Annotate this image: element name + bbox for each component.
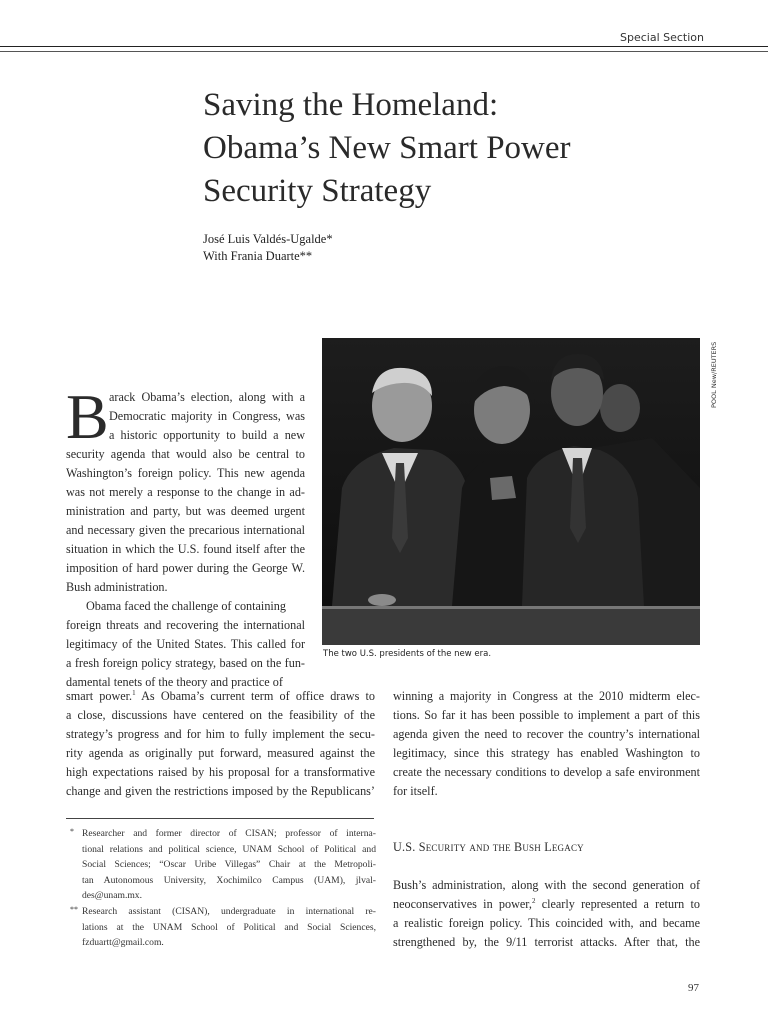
text-line: Bush’s administration, along with the second generation of — [393, 878, 700, 892]
drop-cap: B — [66, 381, 109, 452]
footnote-line: Social Sciences; “Oscar Uribe Villegas” Chair at the Metropoli- — [82, 859, 376, 871]
text-line: agenda given the need to recover the country’s international — [393, 727, 700, 741]
text-line: a historic opportunity to build a new — [109, 428, 305, 442]
footnote — [66, 904, 376, 951]
header-rule — [0, 46, 768, 47]
text-line: a close, discussions have centered on the feasibility of the — [66, 708, 375, 722]
text-line: Democratic majority in Congress, was — [109, 409, 305, 423]
footnote-line: des@unam.mx. — [82, 890, 142, 902]
text-run: smart power. — [66, 689, 133, 703]
text-line: Washington’s foreign policy. This new agenda — [66, 466, 305, 480]
photo-caption: The two U.S. presidents of the new era. — [323, 649, 492, 659]
header-rule-thin — [0, 51, 768, 52]
text-run: As Obama’s current term of office draws to — [135, 689, 375, 703]
footnote-line: tional relations and political science, UNAM School of Political and — [82, 843, 376, 855]
text-line: tions. So far it has been possible to implement a part of this — [393, 708, 700, 722]
text-line: for itself. — [393, 784, 438, 798]
text-line: imposition of hard power during the George W. — [66, 561, 305, 575]
text-line: Bush administration. — [66, 580, 168, 594]
photo-illustration — [322, 338, 700, 645]
body-column-left — [66, 445, 305, 692]
body-column-right-lower — [393, 876, 700, 952]
footnote-ref: 1 — [132, 688, 136, 697]
text-line: foreign threats and recovering the international — [66, 618, 305, 632]
text-line: high expectations raised by his proposal for a transformative — [66, 765, 375, 779]
footnote-ref: 2 — [531, 896, 536, 905]
text-line: security agenda that would also be central to — [66, 447, 305, 461]
text-line: strategy’s progress and for him to fully implement the secu- — [66, 727, 375, 741]
text-line: and necessary given the precarious international — [66, 523, 305, 537]
text-line: create the necessary conditions to develop a safe environment — [393, 765, 700, 779]
body-column-right — [393, 687, 700, 801]
text-run: neoconservatives in power, — [393, 897, 532, 911]
article-title — [203, 84, 723, 213]
text-line: change and given the restrictions imposed by the Republicans’ — [66, 784, 375, 798]
page-number: 97 — [688, 982, 699, 994]
footnote — [66, 826, 376, 904]
text-line: strengthened by, the 9/11 terrorist attacks. After that, the — [393, 935, 700, 949]
text-line: a realistic foreign policy. This coincided with, and became — [393, 916, 700, 930]
title-line: Security Strategy — [203, 173, 432, 209]
text-line: a fresh foreign policy strategy, based on the fun- — [66, 656, 305, 670]
footnote-line: lations at the UNAM School of Political and Social Sciences, — [82, 921, 376, 933]
footnotes — [66, 826, 376, 951]
text-line: situation in which the U.S. found itself after the — [66, 542, 305, 556]
footnote-line: fzduartt@gmail.com. — [82, 937, 164, 949]
photo-credit-text: POOL New/REUTERS — [710, 341, 718, 408]
footnote-rule — [66, 818, 374, 819]
section-label: Special Section — [620, 31, 704, 44]
footnote-line: Research assistant (CISAN), undergraduate in international re- — [82, 905, 376, 917]
text-line — [393, 895, 700, 914]
text-line: legitimacy of the United States. This called for — [66, 637, 305, 651]
text-run: clearly represented a return to — [535, 897, 701, 911]
footnote-mark: * — [70, 827, 74, 836]
author-name: With Frania Duarte** — [203, 249, 313, 263]
footnote-line: Researcher and former director of CISAN; professor of interna- — [82, 828, 376, 839]
footnote-line: tan Autonomous University, Xochimilco Campus (UAM), jlval- — [82, 874, 376, 886]
text-line: legitimacy, since this strategy has enabled Washington to — [393, 746, 700, 760]
title-line: Saving the Homeland: — [203, 87, 499, 123]
article-photo — [322, 338, 700, 645]
author-name: José Luis Valdés-Ugalde* — [203, 232, 333, 246]
text-line: winning a majority in Congress at the 2010 midterm elec- — [393, 689, 700, 703]
title-line: Obama’s New Smart Power — [203, 130, 571, 166]
body-column-left-lower — [66, 687, 375, 801]
photo-credit — [698, 338, 718, 418]
text-line: was not merely a response to the change in ad- — [66, 485, 305, 499]
text-line: Obama faced the challenge of containing — [86, 599, 286, 613]
footnote-mark: ** — [70, 904, 78, 914]
text-line: ministration and party, but was deemed urgent — [66, 504, 305, 518]
text-line: arack Obama’s election, along with a — [109, 390, 305, 404]
body-column-left-top — [109, 388, 305, 445]
author-byline — [203, 231, 503, 265]
section-heading: U.S. Security and the Bush Legacy — [393, 840, 584, 854]
text-line: damental tenets of the theory and practice of — [66, 675, 283, 689]
text-line — [66, 687, 375, 706]
text-line: rity agenda as originally put forward, measured against the — [66, 746, 375, 760]
